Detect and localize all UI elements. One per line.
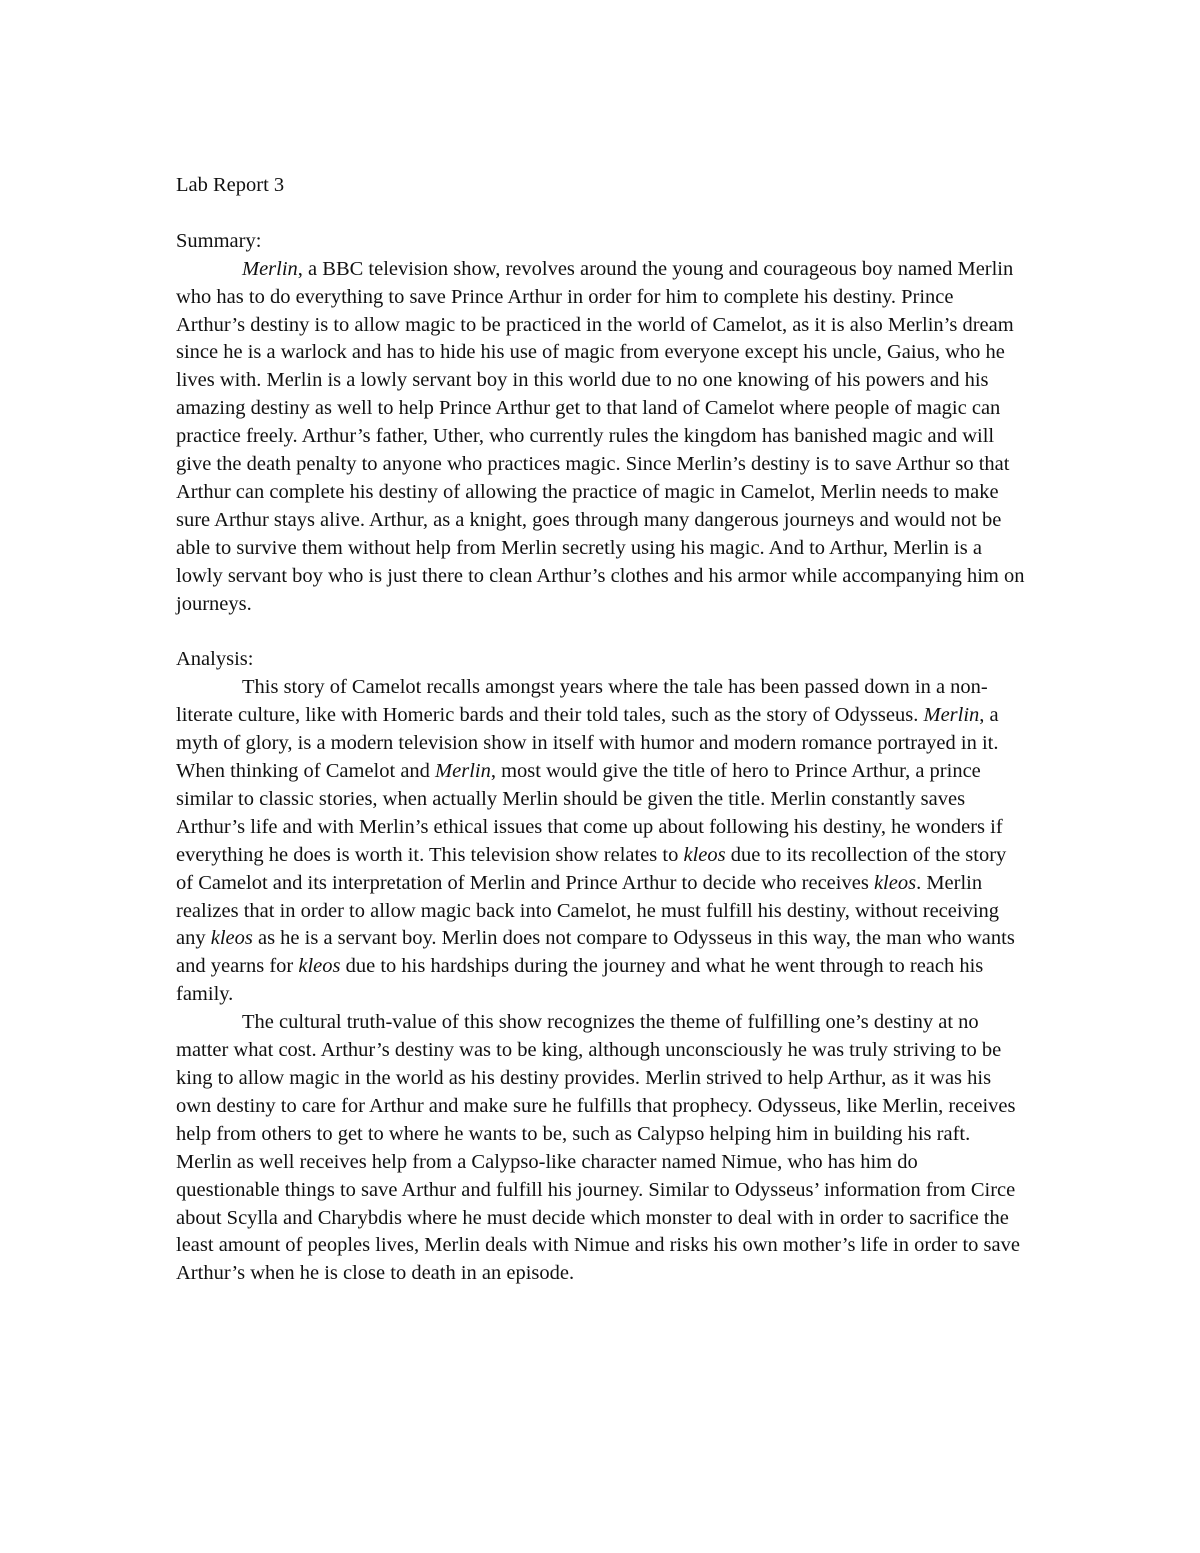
summary-body: [176, 256, 1026, 619]
italic-text-run: kleos: [298, 955, 341, 978]
italic-text-run: kleos: [873, 871, 917, 894]
italic-text-run: Merlin: [923, 704, 980, 727]
paragraph: [176, 674, 1026, 1009]
analysis-body: [176, 674, 1026, 1288]
text-run: , a BBC television show, revolves around the young and courageous boy named Merlin who has to do everything to save Prince Arthur in order for him to complete his destiny. Prince Arthur’s destiny is to allow magic to be practiced in the world of Camelot, as it is also Merlin’s dream since he is a warlock and has to hide his use of magic from everyone except his uncle, Gaius, who he lives with. Merlin is a lowly servant boy in this world due to no one knowing of his powers and his amazing destiny as well to help Prince Arthur get to that land of Camelot where people of magic can practice freely. Arthur’s father, Uther, who currently rules the kingdom has banished magic and will give the death penalty to anyone who practices magic. Since Merlin’s destiny is to save Arthur so that Arthur can complete his destiny of allowing the practice of magic in Camelot, Merlin needs to make sure Arthur stays alive. Arthur, as a knight, goes through many dangerous journeys and would not be able to survive them without help from Merlin secretly using his magic. And to Arthur, Merlin is a lowly servant boy who is just there to clean Arthur’s clothes and his armor while accompanying him on journeys.: [176, 257, 1025, 615]
text-run: as he is a servant boy. Merlin does not compare to Odysseus in this way, the man who wants and yearns for: [176, 927, 1015, 978]
text-run: , most would give the title of hero to Prince Arthur, a prince similar to classic stories, when actually Merlin should be given the title. Merlin constantly saves Arthur’s life and with Merlin’s ethical issues that come up about following his destiny, he wonders if everything he does is worth it. This television show relates to: [176, 760, 1003, 866]
italic-text-run: Merlin: [242, 257, 298, 280]
text-run: , a myth of glory, is a modern television show in itself with humor and modern romance portrayed in it. When thinking of Camelot and: [176, 704, 999, 782]
text-run: due to his hardships during the journey and what he went through to reach his family.: [176, 955, 984, 1006]
summary-section: [176, 228, 1026, 619]
italic-text-run: kleos: [210, 927, 253, 950]
italic-text-run: kleos: [683, 843, 726, 866]
paragraph: [176, 256, 1026, 619]
text-run: This story of Camelot recalls amongst years where the tale has been passed down in a non-literate culture, like with Homeric bards and their told tales, such as the story of Odysseus.: [176, 676, 988, 727]
analysis-heading: Analysis:: [176, 648, 254, 671]
document-title: Lab Report 3: [176, 174, 285, 196]
text-run: due to its recollection of the story of Camelot and its interpretation of Merlin and Prince Arthur to decide who receives: [176, 843, 1007, 894]
document-page: [176, 172, 1026, 1316]
paragraph: [176, 1009, 1026, 1288]
italic-text-run: Merlin: [435, 760, 491, 782]
text-run: The cultural truth-value of this show recognizes the theme of fulfilling one’s destiny at no matter what cost. Arthur’s destiny was to be king, although unconsciously he was truly striving to be king to allow magic in the world as his destiny provides. Merlin strived to help Arthur, as it was his own destiny to care for Arthur and make sure he fulfills that prophecy. Odysseus, like Merlin, receives help from others to get to where he wants to be, such as Calypso helping him in building his raft. Merlin as well receives help from a Calypso-like character named Nimue, who has him do questionable things to save Arthur and fulfill his journey. Similar to Odysseus’ information from Circe about Scylla and Charybdis where he must decide which monster to deal with in order to sacrifice the least amount of peoples lives, Merlin deals with Nimue and risks his own mother’s life in order to save Arthur’s when he is close to death in an episode.: [176, 1011, 1020, 1285]
analysis-section: [176, 646, 1026, 1288]
text-run: . Merlin realizes that in order to allow magic back into Camelot, he must fulfill his destiny, without receiving any: [176, 871, 1000, 950]
summary-heading: Summary:: [176, 229, 262, 252]
